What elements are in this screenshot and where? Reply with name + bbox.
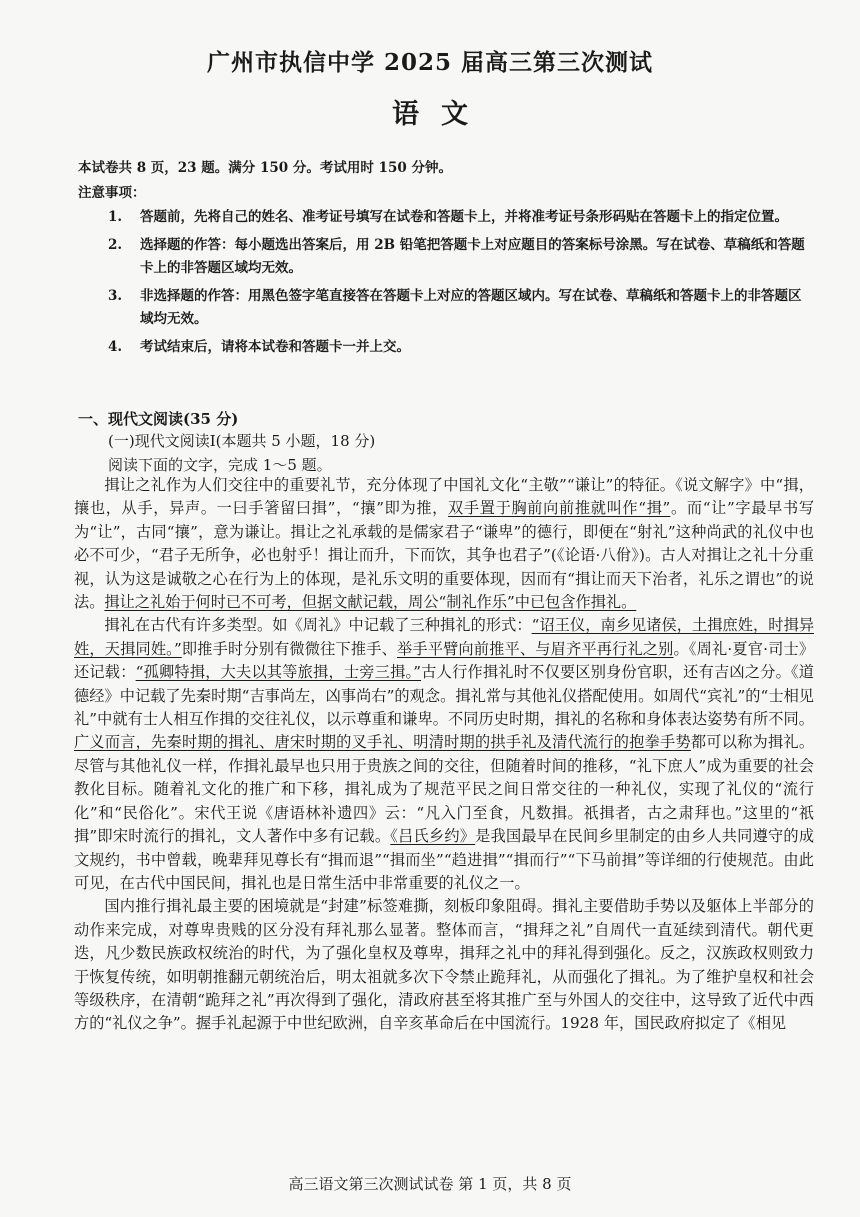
passage-paragraph-2: 揖礼在古代有许多类型。如《周礼》中记载了三种揖礼的形式：“诏王仪，南乡见诸侯，土揖庶姓，时揖异姓，天揖同姓。”即推手时分别有微微往下推手、举手平臂向前推平、与眉齐平再行礼之别。《周礼·夏官·司士》还记载：“孤卿特揖，大夫以其等旅揖，士旁三揖。”古人行作揖礼时不仅要区别身份官职，还有吉凶之分。《道德经》中记载了先秦时期“吉事尚左，凶事尚右”的观念。揖礼常与其他礼仪搭配使用。如周代“宾礼”的“士相见礼”中就有士人相互作揖的交往礼仪，以示尊重和谦卑。不同历史时期，揖礼的名称和身体表达姿势有所不同。广义而言，先秦时期的揖礼、唐宋时期的叉手礼、明清时期的拱手礼及清代流行的抱拳手势都可以称为揖礼。尽管与其他礼仪一样，作揖礼最早也只用于贵族之间的交往，但随着时间的推移，“礼下庶人”成为重要的社会教化目标。随着礼文化的推广和下移，揖礼成为了规范平民之间日常交往的一种礼仪，实现了礼仪的“流行化”和“民俗化”。宋代王说《唐语林补遗四》云：“凡入门至食，凡数揖。祇揖者，古之肃拜也。”这里的“祇揖”即宋时流行的揖礼，文人著作中多有记载。《吕氏乡约》是我国最早在民间乡里制定的由乡人共同遵守的成文规约，书中曾载，晚辈拜见尊长有“揖而退”“揖而坐”“趋进揖”“揖而行”“下马前揖”等详细的行使规范。由此可见，在古代中国民间，揖礼也是日常生活中非常重要的礼仪之一。	[74, 616, 815, 892]
note-text: 答题前，先将自己的姓名、准考证号填写在试卷和答题卡上，并将准考证号条形码贴在答题卡上的指定位置。	[140, 209, 788, 225]
annotated-underline: “孤卿特揖，大夫以其等旅揖，士旁三揖。”	[135, 663, 422, 682]
note-number: 3.	[108, 288, 123, 304]
note-number: 2.	[108, 237, 123, 253]
notes-list	[108, 206, 810, 364]
annotated-underline: 举手平臂向前推平、与眉齐平再行礼之别	[396, 639, 674, 658]
note-item	[108, 336, 810, 359]
page-footer: 高三语文第三次测试试卷 第 1 页，共 8 页	[288, 1175, 572, 1193]
annotated-underline: 双手置于胸前向前推就叫作“揖”	[448, 499, 671, 518]
passage-paragraph-1: 揖让之礼作为人们交往中的重要礼节，充分体现了中国礼文化“主敬”“谦让”的特征。《说文解字》中“揖，攘也，从手，异声。一曰手箸留曰揖”，“攘”即为推，双手置于胸前向前推就叫作“揖”。而“让”字最早书写为“让”，古同“攘”，意为谦让。揖让之礼承载的是儒家君子“谦卑”的德行，即便在“射礼”这种尚武的礼仪中也必不可少，“君子无所争，必也射乎！揖让而升，下而饮，其争也君子”(《论语·八佾》)。古人对揖让之礼十分重视，认为这是诚敬之心在行为上的体现，是礼乐文明的重要体现，因而有“揖让而天下治者，礼乐之谓也”的说法。揖让之礼始于何时已不可考，但据文献记载，周公“制礼作乐”中已包含作揖礼。	[74, 476, 815, 612]
note-text: 选择题的作答：每小题选出答案后，用 2B 铅笔把答题卡上对应题目的答案标号涂黑。写在试卷、草稿纸和答题卡上的非答题区域均无效。	[140, 237, 805, 276]
passage-paragraph-3: 国内推行揖礼最主要的困境就是“封建”标签难撕，刻板印象阻碍。揖礼主要借助手势以及躯体上半部分的动作来完成，对尊卑贵贱的区分没有拜礼那么显著。整体而言，“揖拜之礼”自周代一直延续到清代。朝代更迭，凡少数民族政权统治的时代，为了强化皇权及尊卑，揖拜之礼中的拜礼得到强化。反之，汉族政权则致力于恢复传统，如明朝推翻元朝统治后，明太祖就多次下令禁止跪拜礼，从而强化了揖礼。为了维护皇权和社会等级秩序，在清朝“跪拜之礼”再次得到了强化，清政府甚至将其推广至与外国人的交往中，这导致了近代中西方的“礼仪之争”。握手礼起源于中世纪欧洲，自辛亥革命后在中国流行。1928 年，国民政府拟定了《相见	[74, 897, 814, 1033]
note-text: 非选择题的作答：用黑色签字笔直接答在答题卡上对应的答题区域内。写在试卷、草稿纸和答题卡上的非答题区域均无效。	[140, 288, 802, 327]
note-number: 4.	[108, 339, 123, 355]
subject-title: 语文	[392, 99, 490, 130]
annotated-underline: “诏王仪，南乡见诸侯，土揖庶姓，时揖异姓，天揖同姓。”	[74, 616, 815, 658]
note-item	[108, 285, 810, 331]
section-heading: 一、现代文阅读(35 分)	[78, 410, 239, 428]
annotated-underline: 广义而言，先秦时期的揖礼、唐宋时期的叉手礼、明清时期的拱手礼及清代流行的抱拳手势	[74, 733, 691, 752]
notes-label: 注意事项：	[78, 185, 146, 201]
exam-intro: 本试卷共 8 页，23 题。满分 150 分。考试用时 150 分钟。	[78, 160, 452, 176]
subsection-heading: (一)现代文阅读Ⅰ(本题共 5 小题，18 分)	[108, 432, 376, 450]
note-item	[108, 234, 810, 280]
annotated-underline: 揖让之礼始于何时已不可考，但据文献记载，周公“制礼作乐”中已包含作揖礼。	[104, 593, 637, 612]
reading-passage	[74, 474, 814, 1036]
note-number: 1.	[108, 209, 123, 225]
note-item	[108, 206, 810, 229]
annotated-underline: 《吕氏乡约》	[390, 827, 476, 846]
note-text: 考试结束后，请将本试卷和答题卡一并上交。	[140, 339, 410, 355]
reading-instruction: 阅读下面的文字，完成 1～5 题。	[108, 456, 332, 474]
exam-title: 广州市执信中学 2025 届高三第三次测试	[206, 49, 654, 76]
